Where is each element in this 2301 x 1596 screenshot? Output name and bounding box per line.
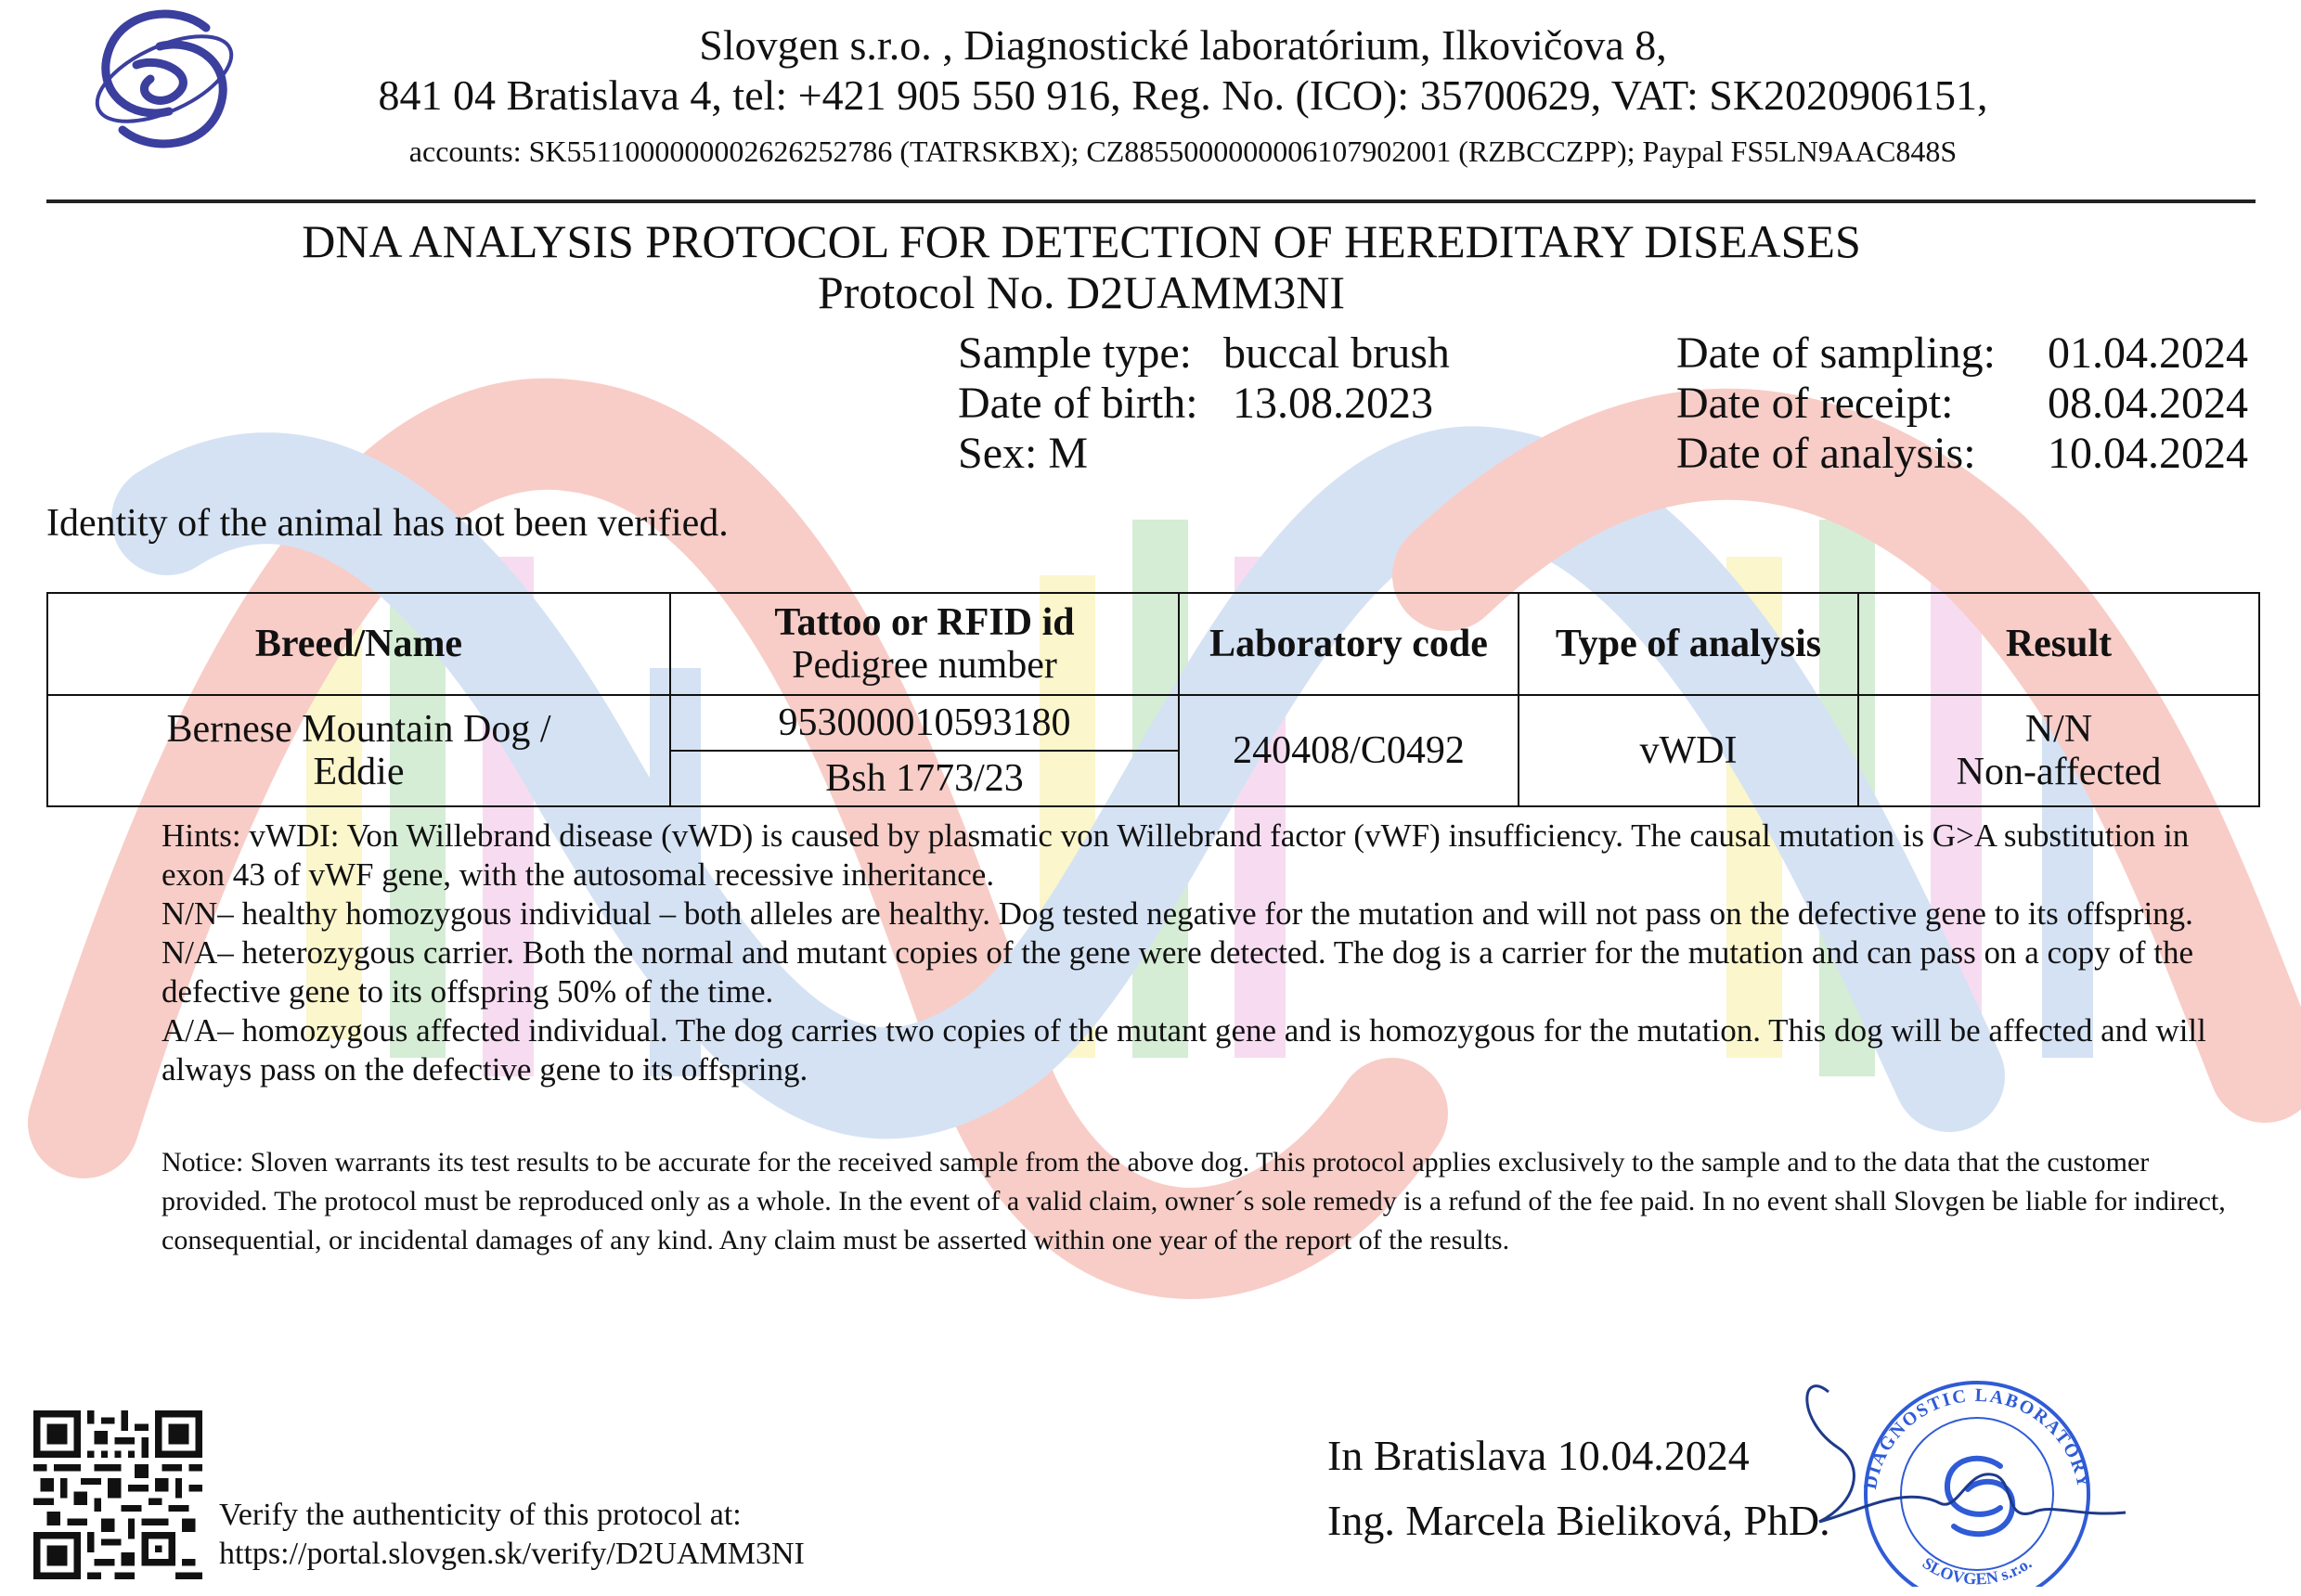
cell-rfid: 953000010593180 [670, 695, 1179, 751]
protocol-number: Protocol No. D2UAMM3NI [817, 266, 1346, 318]
cell-breed-name [47, 695, 670, 806]
lab-header-accounts: accounts: SK5511000000002626252786 (TATRSKBX); CZ8855000000006107902001 (RZBCCZPP); Paypal FS5LN9AAC848S [408, 135, 1958, 168]
col-lab-code: Laboratory code [1179, 593, 1519, 695]
results-table [46, 592, 2260, 807]
cell-result [1858, 695, 2259, 806]
hints-section [162, 817, 2259, 1089]
col-analysis-type: Type of analysis [1519, 593, 1858, 695]
col-breed-name: Breed/Name [47, 593, 670, 695]
col-tattoo-rfid-label: Tattoo or RFID id [774, 601, 1075, 644]
col-tattoo-rfid [670, 593, 1179, 695]
date-of-birth-value: 13.08.2023 [1233, 379, 1433, 428]
date-of-birth-label: Date of birth: [958, 379, 1198, 428]
cell-lab-code: 240408/C0492 [1179, 695, 1519, 806]
hint-aa: A/A– homozygous affected individual. The dog carries two copies of the mutant gene and is homozygous for the mutation. This dog will be affected and will always pass on the defective gene to its offspring. [162, 1012, 2206, 1088]
hint-na: N/A– heterozygous carrier. Both the normal and mutant copies of the gene were detected. The dog is a carrier for the mutation and can pass on a copy of the defective gene to its offspring 50% of the time. [162, 934, 2194, 1010]
verify-block [219, 1496, 805, 1574]
date-of-analysis-value: 10.04.2024 [2048, 429, 2248, 478]
hint-vwdi: Hints: vWDI: Von Willebrand disease (vWD) is caused by plasmatic von Willebrand factor (vWF) insufficiency. The causal mutation is G>A substitution in exon 43 of vWF gene, with the autosomal recessive inheritance. [162, 817, 2190, 893]
table-row [47, 695, 2259, 751]
cell-analysis-type: vWDI [1519, 695, 1858, 806]
lab-header-line2: 841 04 Bratislava 4, tel: +421 905 550 916, Reg. No. (ICO): 35700629, VAT: SK2020906151, [378, 71, 1988, 119]
signer-name: Ing. Marcela Bieliková, PhD. [1327, 1497, 1830, 1544]
stamp-top-text: DIAGNOSTIC LABORATORY [1859, 1384, 2095, 1491]
stamp-bottom-text: SLOVGEN s.r.o. [1919, 1553, 2036, 1587]
identity-note: Identity of the animal has not been verified. [46, 502, 729, 545]
svg-text:DIAGNOSTIC LABORATORY [1860, 1385, 2094, 1491]
hint-nn: N/N– healthy homozygous individual – both alleles are healthy. Dog tested negative for the mutation and will not pass on the defective gene to its offspring. [162, 895, 2193, 932]
svg-text:SLOVGEN s.r.o. [1920, 1553, 2036, 1587]
lab-stamp [1801, 1364, 2135, 1587]
dog-name: Eddie [313, 751, 405, 793]
sex: Sex: M [958, 429, 1089, 478]
table-header-row [47, 593, 2259, 695]
place-date: In Bratislava 10.04.2024 [1327, 1432, 1750, 1479]
lab-header-line1: Slovgen s.r.o. , Diagnostické laboratórium, Ilkovičova 8, [699, 21, 1667, 69]
result-text: Non-affected [1956, 751, 2162, 793]
verify-url[interactable]: https://portal.slovgen.sk/verify/D2UAMM3NI [219, 1537, 805, 1571]
date-of-sampling-label: Date of sampling: [1676, 328, 1996, 378]
sample-type-label: Sample type: [958, 328, 1192, 378]
date-of-receipt-label: Date of receipt: [1676, 379, 1954, 428]
document-title: DNA ANALYSIS PROTOCOL FOR DETECTION OF HEREDITARY DISEASES [302, 215, 1861, 267]
verify-label: Verify the authenticity of this protocol at: [219, 1498, 742, 1532]
date-of-sampling-value: 01.04.2024 [2048, 328, 2248, 378]
breed-line: Bernese Mountain Dog / [166, 708, 551, 751]
col-pedigree-label: Pedigree number [792, 644, 1057, 687]
col-result: Result [1858, 593, 2259, 695]
result-code: N/N [2024, 708, 2093, 751]
date-of-analysis-label: Date of analysis: [1676, 429, 1976, 478]
date-of-receipt-value: 08.04.2024 [2048, 379, 2248, 428]
header-divider [46, 200, 2256, 203]
qr-code[interactable] [33, 1410, 202, 1579]
legal-notice: Notice: Sloven warrants its test results to be accurate for the received sample from the above dog. This protocol applies exclusively to the sample and to the data that the customer provided. The protocol must be reproduced only as a whole. In the event of a valid claim, owner´s sole remedy is a refund of the fee paid. In no event shall Slovgen be liable for indirect, consequential, or incidental damages of any kind. Any claim must be asserted within one year of the report of the results. [162, 1147, 2226, 1255]
cell-pedigree: Bsh 1773/23 [670, 751, 1179, 806]
sample-type-value: buccal brush [1223, 328, 1450, 378]
